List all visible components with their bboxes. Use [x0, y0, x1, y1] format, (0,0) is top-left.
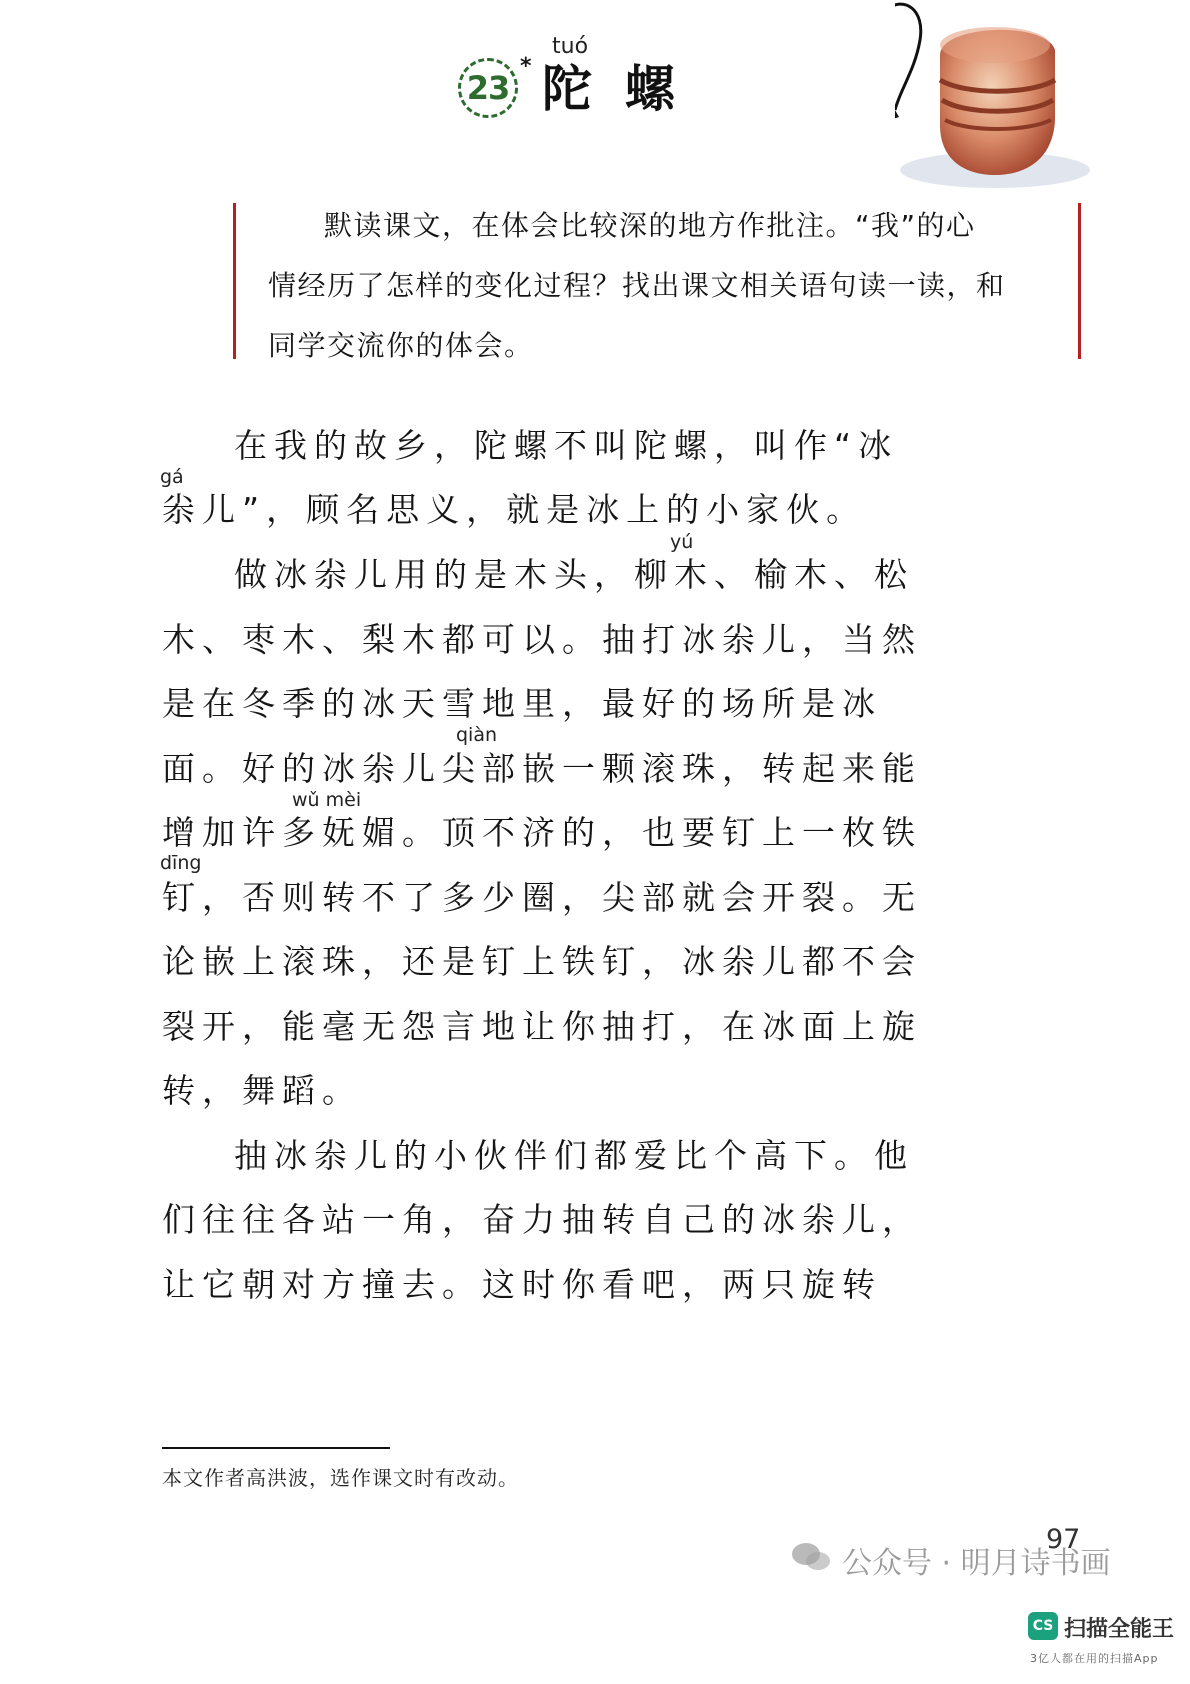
text-line: 尜儿”，顾名思义，就是冰上的小家伙。: [162, 490, 867, 529]
footnote: 本文作者高洪波，选作课文时有改动。: [162, 1466, 519, 1490]
instruction-box-right-bar: [1078, 203, 1081, 359]
text-line: 钉，否则转不了多少圈，尖部就会开裂。无: [162, 878, 922, 917]
instruction-box-left-bar: [233, 203, 236, 359]
instruction-line: 默读课文，在体会比较深的地方作批注。“我”的心: [324, 209, 976, 242]
text-line: 让它朝对方撞去。这时你看吧，两只旋转: [162, 1265, 882, 1304]
lesson-title-char-1: 陀: [542, 60, 592, 118]
lesson-number-badge: 23: [458, 58, 518, 118]
pinyin-annotation: qiàn: [456, 724, 498, 746]
self-study-star: *: [520, 54, 532, 79]
instruction-line: 同学交流你的体会。: [268, 329, 534, 362]
page-number: 97: [1046, 1524, 1081, 1555]
spinning-top-illustration: [895, 0, 1095, 200]
watermark-text: 公众号 · 明月诗书画: [842, 1546, 1111, 1581]
footnote-divider: [162, 1447, 390, 1449]
pinyin-annotation: gá: [160, 466, 184, 488]
text-line: 增加许多妩媚。顶不济的，也要钉上一枚铁: [162, 813, 922, 852]
text-line: 转，舞蹈。: [162, 1071, 362, 1110]
pinyin-annotation: dīng: [160, 852, 202, 874]
text-line: 裂开，能毫无怨言地让你抽打，在冰面上旋: [162, 1007, 922, 1046]
text-line: 木、枣木、梨木都可以。抽打冰尜儿，当然: [162, 620, 922, 659]
title-pinyin: tuó: [552, 34, 589, 59]
scanner-app-logo: CS: [1028, 1612, 1058, 1640]
text-line: 论嵌上滚珠，还是钉上铁钉，冰尜儿都不会: [162, 942, 922, 981]
scanner-app-name: 扫描全能王: [1064, 1617, 1175, 1642]
lesson-title-char-2: 螺: [625, 60, 675, 118]
text-line: 抽冰尜儿的小伙伴们都爱比个高下。他: [234, 1136, 914, 1175]
pinyin-annotation: yú: [670, 531, 694, 553]
text-line: 面。好的冰尜儿尖部嵌一颗滚珠，转起来能: [162, 749, 922, 788]
scanner-app-tagline: 3亿人都在用的扫描App: [1030, 1652, 1159, 1665]
instruction-line: 情经历了怎样的变化过程？找出课文相关语句读一读，和: [268, 269, 1006, 302]
text-line: 在我的故乡，陀螺不叫陀螺，叫作“冰: [234, 426, 899, 465]
text-line: 是在冬季的冰天雪地里，最好的场所是冰: [162, 684, 882, 723]
text-line: 们往往各站一角，奋力抽转自己的冰尜儿，: [162, 1200, 922, 1239]
text-line: 做冰尜儿用的是木头，柳木、榆木、松: [234, 555, 914, 594]
wechat-icon: [790, 1540, 832, 1574]
reading-instruction: [268, 196, 1068, 376]
pinyin-annotation: wǔ mèi: [292, 789, 362, 811]
